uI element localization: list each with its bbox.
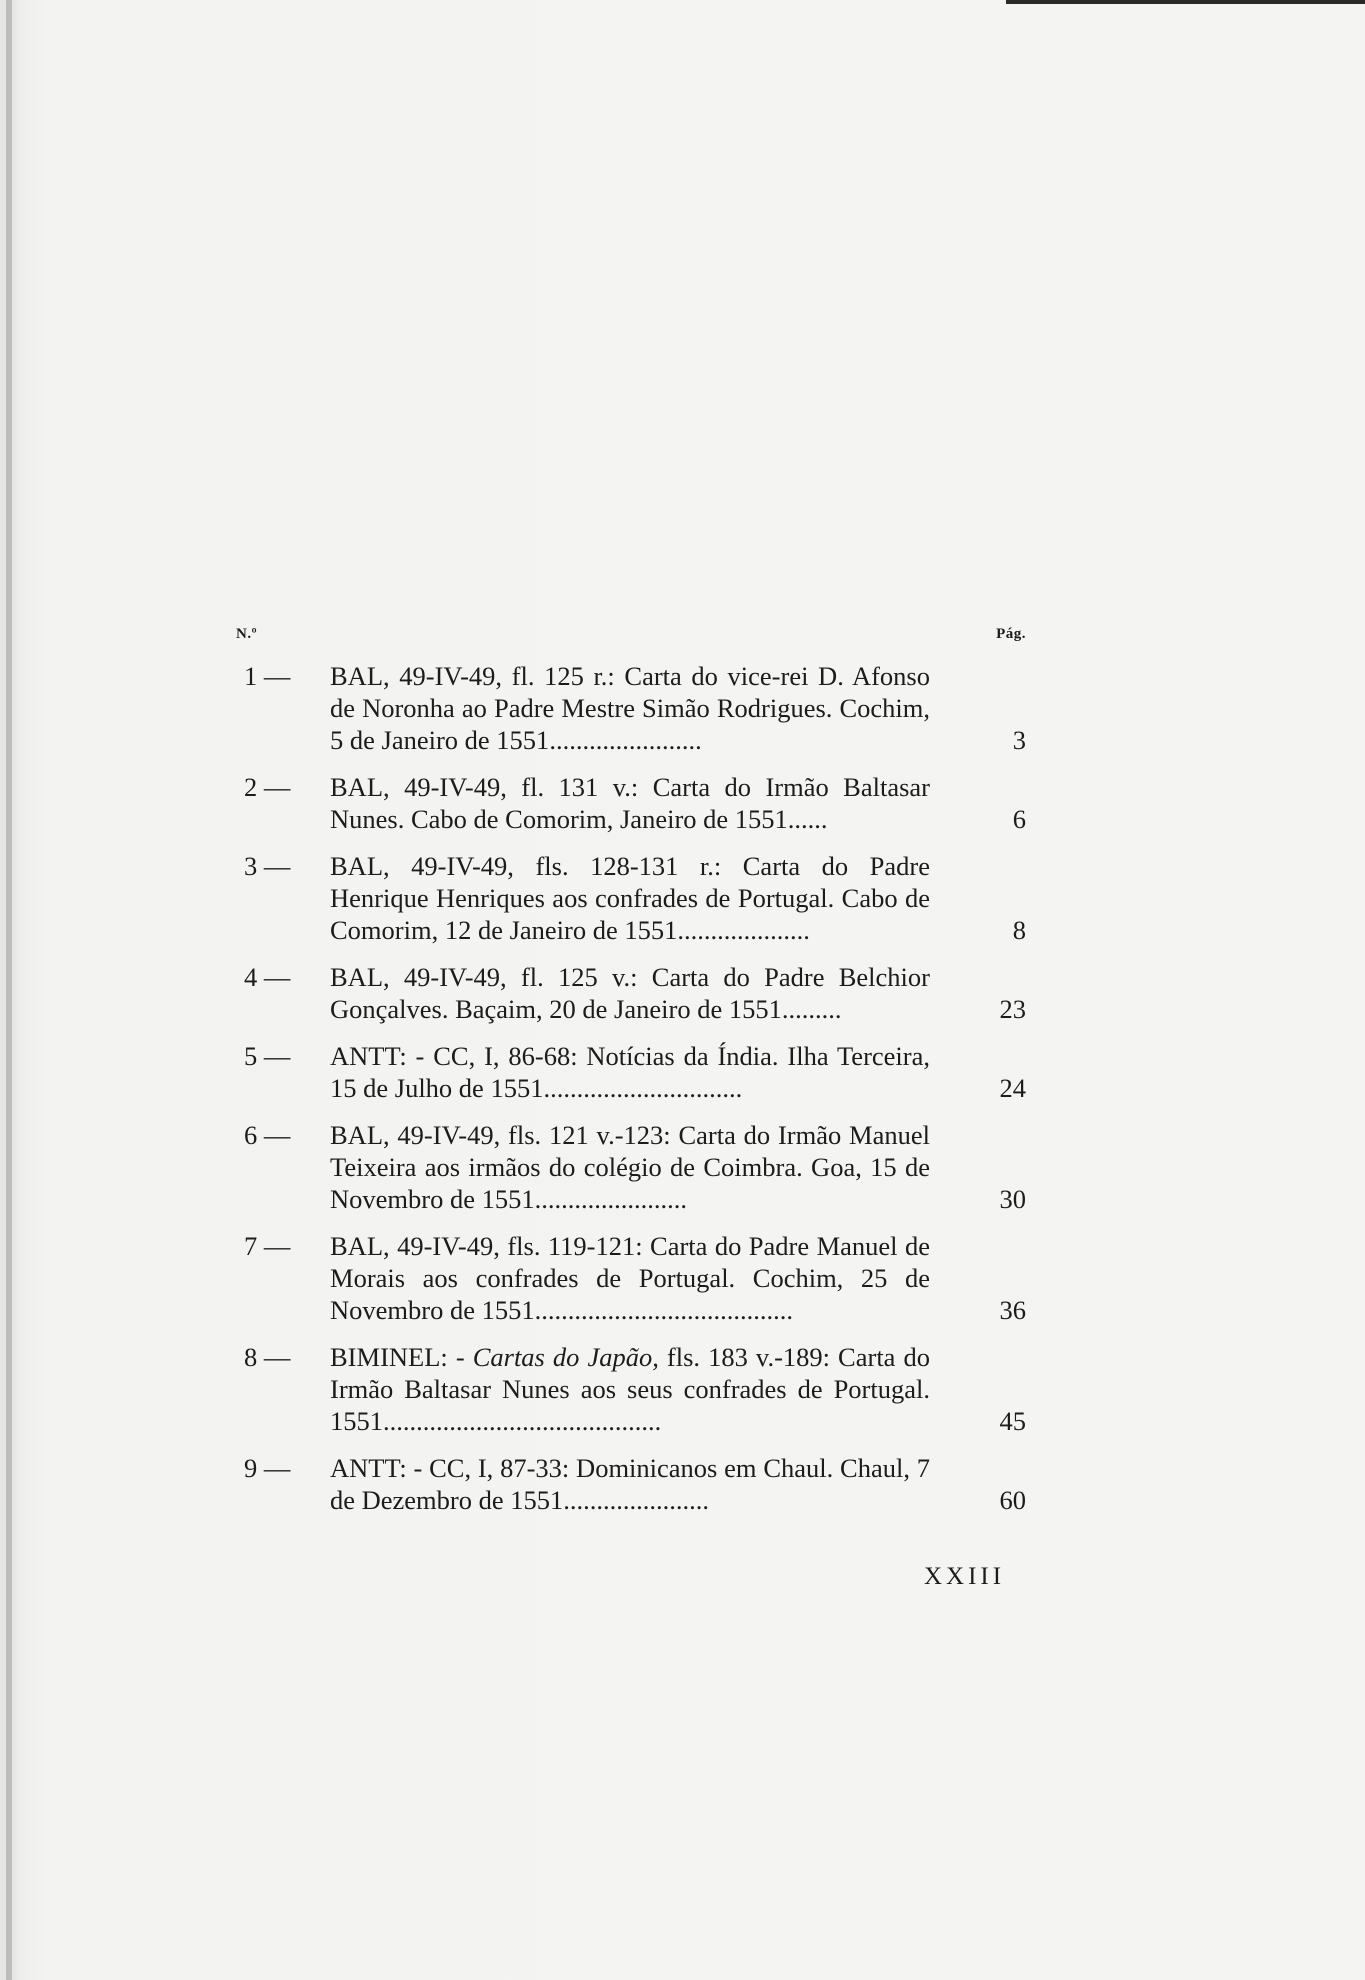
- entry-page-number: 24: [999, 1073, 1026, 1103]
- toc-entry-9: [236, 1452, 1026, 1516]
- page-top-edge: [1006, 0, 1365, 4]
- entry-page-number: 30: [999, 1184, 1026, 1214]
- entry-number: 8 —: [244, 1342, 291, 1372]
- leader-dots: ..............................: [543, 1073, 743, 1103]
- book-page: [6, 0, 1365, 1980]
- entry-page-number: 6: [1012, 804, 1026, 834]
- number-column-label: N.º: [236, 626, 258, 642]
- toc-entry-8: [236, 1341, 1026, 1437]
- leader-dots: ......................: [563, 1485, 710, 1515]
- entry-number: 5 —: [244, 1041, 291, 1071]
- entry-page-number: 3: [1012, 725, 1026, 755]
- entry-page-number: 45: [999, 1406, 1026, 1436]
- toc-entry-5: [236, 1040, 1026, 1104]
- toc-entry-1: [236, 660, 1026, 756]
- entry-page-number: 23: [999, 994, 1026, 1024]
- leader-dots: .......................: [534, 1184, 687, 1214]
- toc-entry-4: [236, 961, 1026, 1025]
- leader-dots: ..........................................: [383, 1406, 662, 1436]
- leader-dots: ....................: [677, 915, 810, 945]
- entry-text: BIMINEL: - Cartas do Japão, fls. 183 v.-189: Carta do Irmão Baltasar Nunes aos seus confrades de Portugal. 1551..........................................: [330, 1342, 930, 1436]
- entry-number: 4 —: [244, 962, 291, 992]
- entry-number: 2 —: [244, 772, 291, 802]
- entry-number: 6 —: [244, 1120, 291, 1150]
- entry-text: BAL, 49-IV-49, fl. 125 v.: Carta do Padre Belchior Gonçalves. Baçaim, 20 de Janeiro de 1551.........: [330, 962, 930, 1024]
- entry-text: BAL, 49-IV-49, fl. 125 r.: Carta do vice-rei D. Afonso de Noronha ao Padre Mestre Simão Rodrigues. Cochim, 5 de Janeiro de 1551.......................: [330, 661, 930, 755]
- entry-page-number: 36: [999, 1295, 1026, 1325]
- leader-dots: ......: [787, 804, 828, 834]
- entry-number: 3 —: [244, 851, 291, 881]
- entry-number: 7 —: [244, 1231, 291, 1261]
- page-spine-edge: [6, 0, 12, 1980]
- entry-number: 1 —: [244, 661, 291, 691]
- page-folio-number: XXIII: [924, 1563, 1006, 1590]
- page-column-label: Pág.: [996, 626, 1026, 642]
- table-of-contents: [236, 660, 1026, 1531]
- toc-entry-7: [236, 1230, 1026, 1326]
- entry-number: 9 —: [244, 1453, 291, 1483]
- entry-page-number: 60: [999, 1485, 1026, 1515]
- leader-dots: .........: [781, 994, 842, 1024]
- entry-text: ANTT: - CC, I, 87-33: Dominicanos em Chaul. Chaul, 7 de Dezembro de 1551......................: [330, 1453, 930, 1515]
- entry-page-number: 8: [1012, 915, 1026, 945]
- entry-text: ANTT: - CC, I, 86-68: Notícias da Índia. Ilha Terceira, 15 de Julho de 1551..............................: [330, 1041, 930, 1103]
- toc-entry-3: [236, 850, 1026, 946]
- entry-text: BAL, 49-IV-49, fl. 131 v.: Carta do Irmão Baltasar Nunes. Cabo de Comorim, Janeiro de 1551......: [330, 772, 930, 834]
- toc-entry-2: [236, 771, 1026, 835]
- entry-text: BAL, 49-IV-49, fls. 121 v.-123: Carta do Irmão Manuel Teixeira aos irmãos do colégio de Coimbra. Goa, 15 de Novembro de 1551.......................: [330, 1120, 930, 1214]
- leader-dots: .......................................: [534, 1295, 793, 1325]
- italic-title: Cartas do Japão,: [472, 1342, 659, 1372]
- entry-text: BAL, 49-IV-49, fls. 119-121: Carta do Padre Manuel de Morais aos confrades de Portugal. Cochim, 25 de Novembro de 1551.......................................: [330, 1231, 930, 1325]
- toc-entry-6: [236, 1119, 1026, 1215]
- leader-dots: .......................: [549, 725, 702, 755]
- entry-text: BAL, 49-IV-49, fls. 128-131 r.: Carta do Padre Henrique Henriques aos confrades de Portugal. Cabo de Comorim, 12 de Janeiro de 1551....................: [330, 851, 930, 945]
